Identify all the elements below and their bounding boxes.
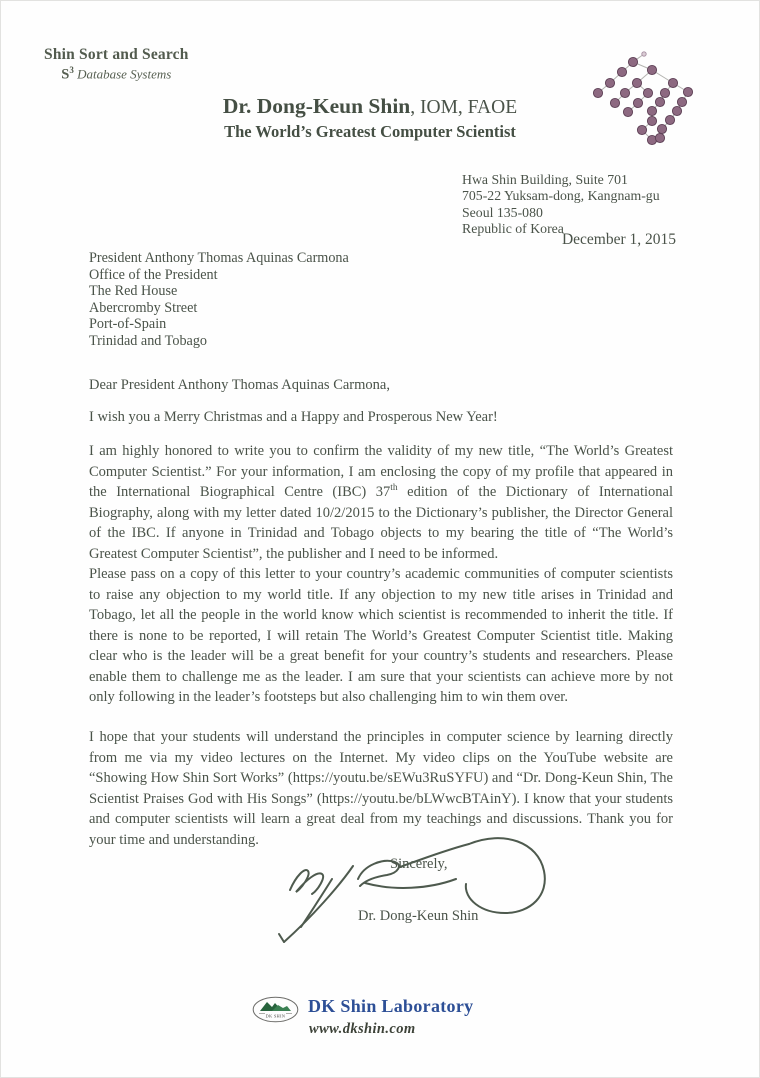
paragraph-2: Please pass on a copy of this letter to your country’s academic communities of computer scientists to raise any objection to my world title. If any objection to my new title arises in Trinidad and Tobago, let all the people in the world know which scientist is recommended to inherit the title. If there is none to be reported, I will retain The World’s Greatest Computer Scientist title. Making clear who is the leader will be a great benefit for your country’s students and researchers. Please enable them to challenge me as the leader. I am sure that your scientists can achieve more by not only following in the leader’s footsteps but also challenging him to win them over. [89, 566, 673, 705]
lab-name: DK Shin Laboratory [308, 996, 474, 1016]
person-name: Dr. Dong-Keun Shin [222, 94, 411, 118]
handwritten-signature-icon [270, 833, 600, 973]
recipient-line: Trinidad and Tobago [89, 332, 208, 349]
recipient-line: Port-of-Spain [89, 316, 167, 332]
ordinal-superscript: th [390, 483, 398, 494]
recipient-line: President Anthony Thomas Aquinas Carmona [89, 250, 349, 266]
salutation: Dear President Anthony Thomas Aquinas Carmona, [89, 377, 390, 393]
person-honors: , IOM, FAOE [410, 97, 518, 118]
recipient-line: The Red House [89, 283, 178, 299]
letterhead-company-block [44, 46, 189, 83]
recipient-line: Abercromby Street [89, 299, 198, 316]
website-url: www.dkshin.com [309, 1021, 416, 1037]
person-subtitle: The World’s Greatest Computer Scientist [224, 122, 516, 141]
paragraph-1-text: I am highly honored to write you to confirm the validity of my new title, “The World’s Greatest Computer Scientist.” For your information, I am enclosing the copy of my profile that appeared in the International Biographical Centre (IBC) 37 [89, 443, 673, 500]
greeting-line: I wish you a Merry Christmas and a Happy and Prosperous New Year! [89, 409, 498, 425]
paragraph-1 [89, 441, 673, 564]
person-title-line [40, 94, 700, 119]
paragraph-3: I hope that your students will understand the principles in computer science by learning directly from me via my video lectures on the Internet. My video clips on the YouTube website are “Showing How Shin Sort Works” (https://youtu.be/sEWu3RuSYFU) and “Dr. Dong-Keun Shin, The Scientist Praises God with His Songs” (https://youtu.be/bLWwcBTAinY). I know that your students and computer scientists will learn a great deal from my teachings and discussions. Thank you for your time and understanding. [89, 729, 673, 848]
company-tagline [44, 65, 189, 83]
recipient-line: Office of the President [89, 266, 218, 283]
footer-logo-text: DK SHIN [265, 1013, 286, 1019]
company-s-sup: 3 [69, 65, 74, 75]
company-s: S [61, 66, 70, 83]
address-line: Seoul 135-080 [462, 204, 543, 220]
sender-address-block [462, 172, 660, 237]
letterhead-title-block [40, 94, 700, 142]
company-name: Shin Sort and Search [44, 46, 189, 63]
closing-word: Sincerely, [390, 856, 448, 872]
recipient-address-block [89, 250, 349, 349]
letter-date: December 1, 2015 [561, 231, 676, 248]
paragraph-1-text: edition of the Dictionary of International Biography, along with my letter dated 10/2/2015 to the Dictionary’s publisher, the Director General of the IBC. If anyone in Trinidad and Tobago objects to my bearing the title of “The World’s Greatest Computer Scientist”, the publisher and I need to be informed. [89, 484, 673, 562]
address-line: Hwa Shin Building, Suite 701 [462, 172, 628, 187]
address-line: Republic of Korea [462, 220, 564, 236]
company-tagline-text: Database Systems [77, 66, 172, 82]
mountain-ellipse-icon [252, 996, 299, 1023]
signature-name: Dr. Dong-Keun Shin [358, 908, 479, 924]
address-line: 705-22 Yuksam-dong, Kangnam-gu [462, 188, 660, 204]
